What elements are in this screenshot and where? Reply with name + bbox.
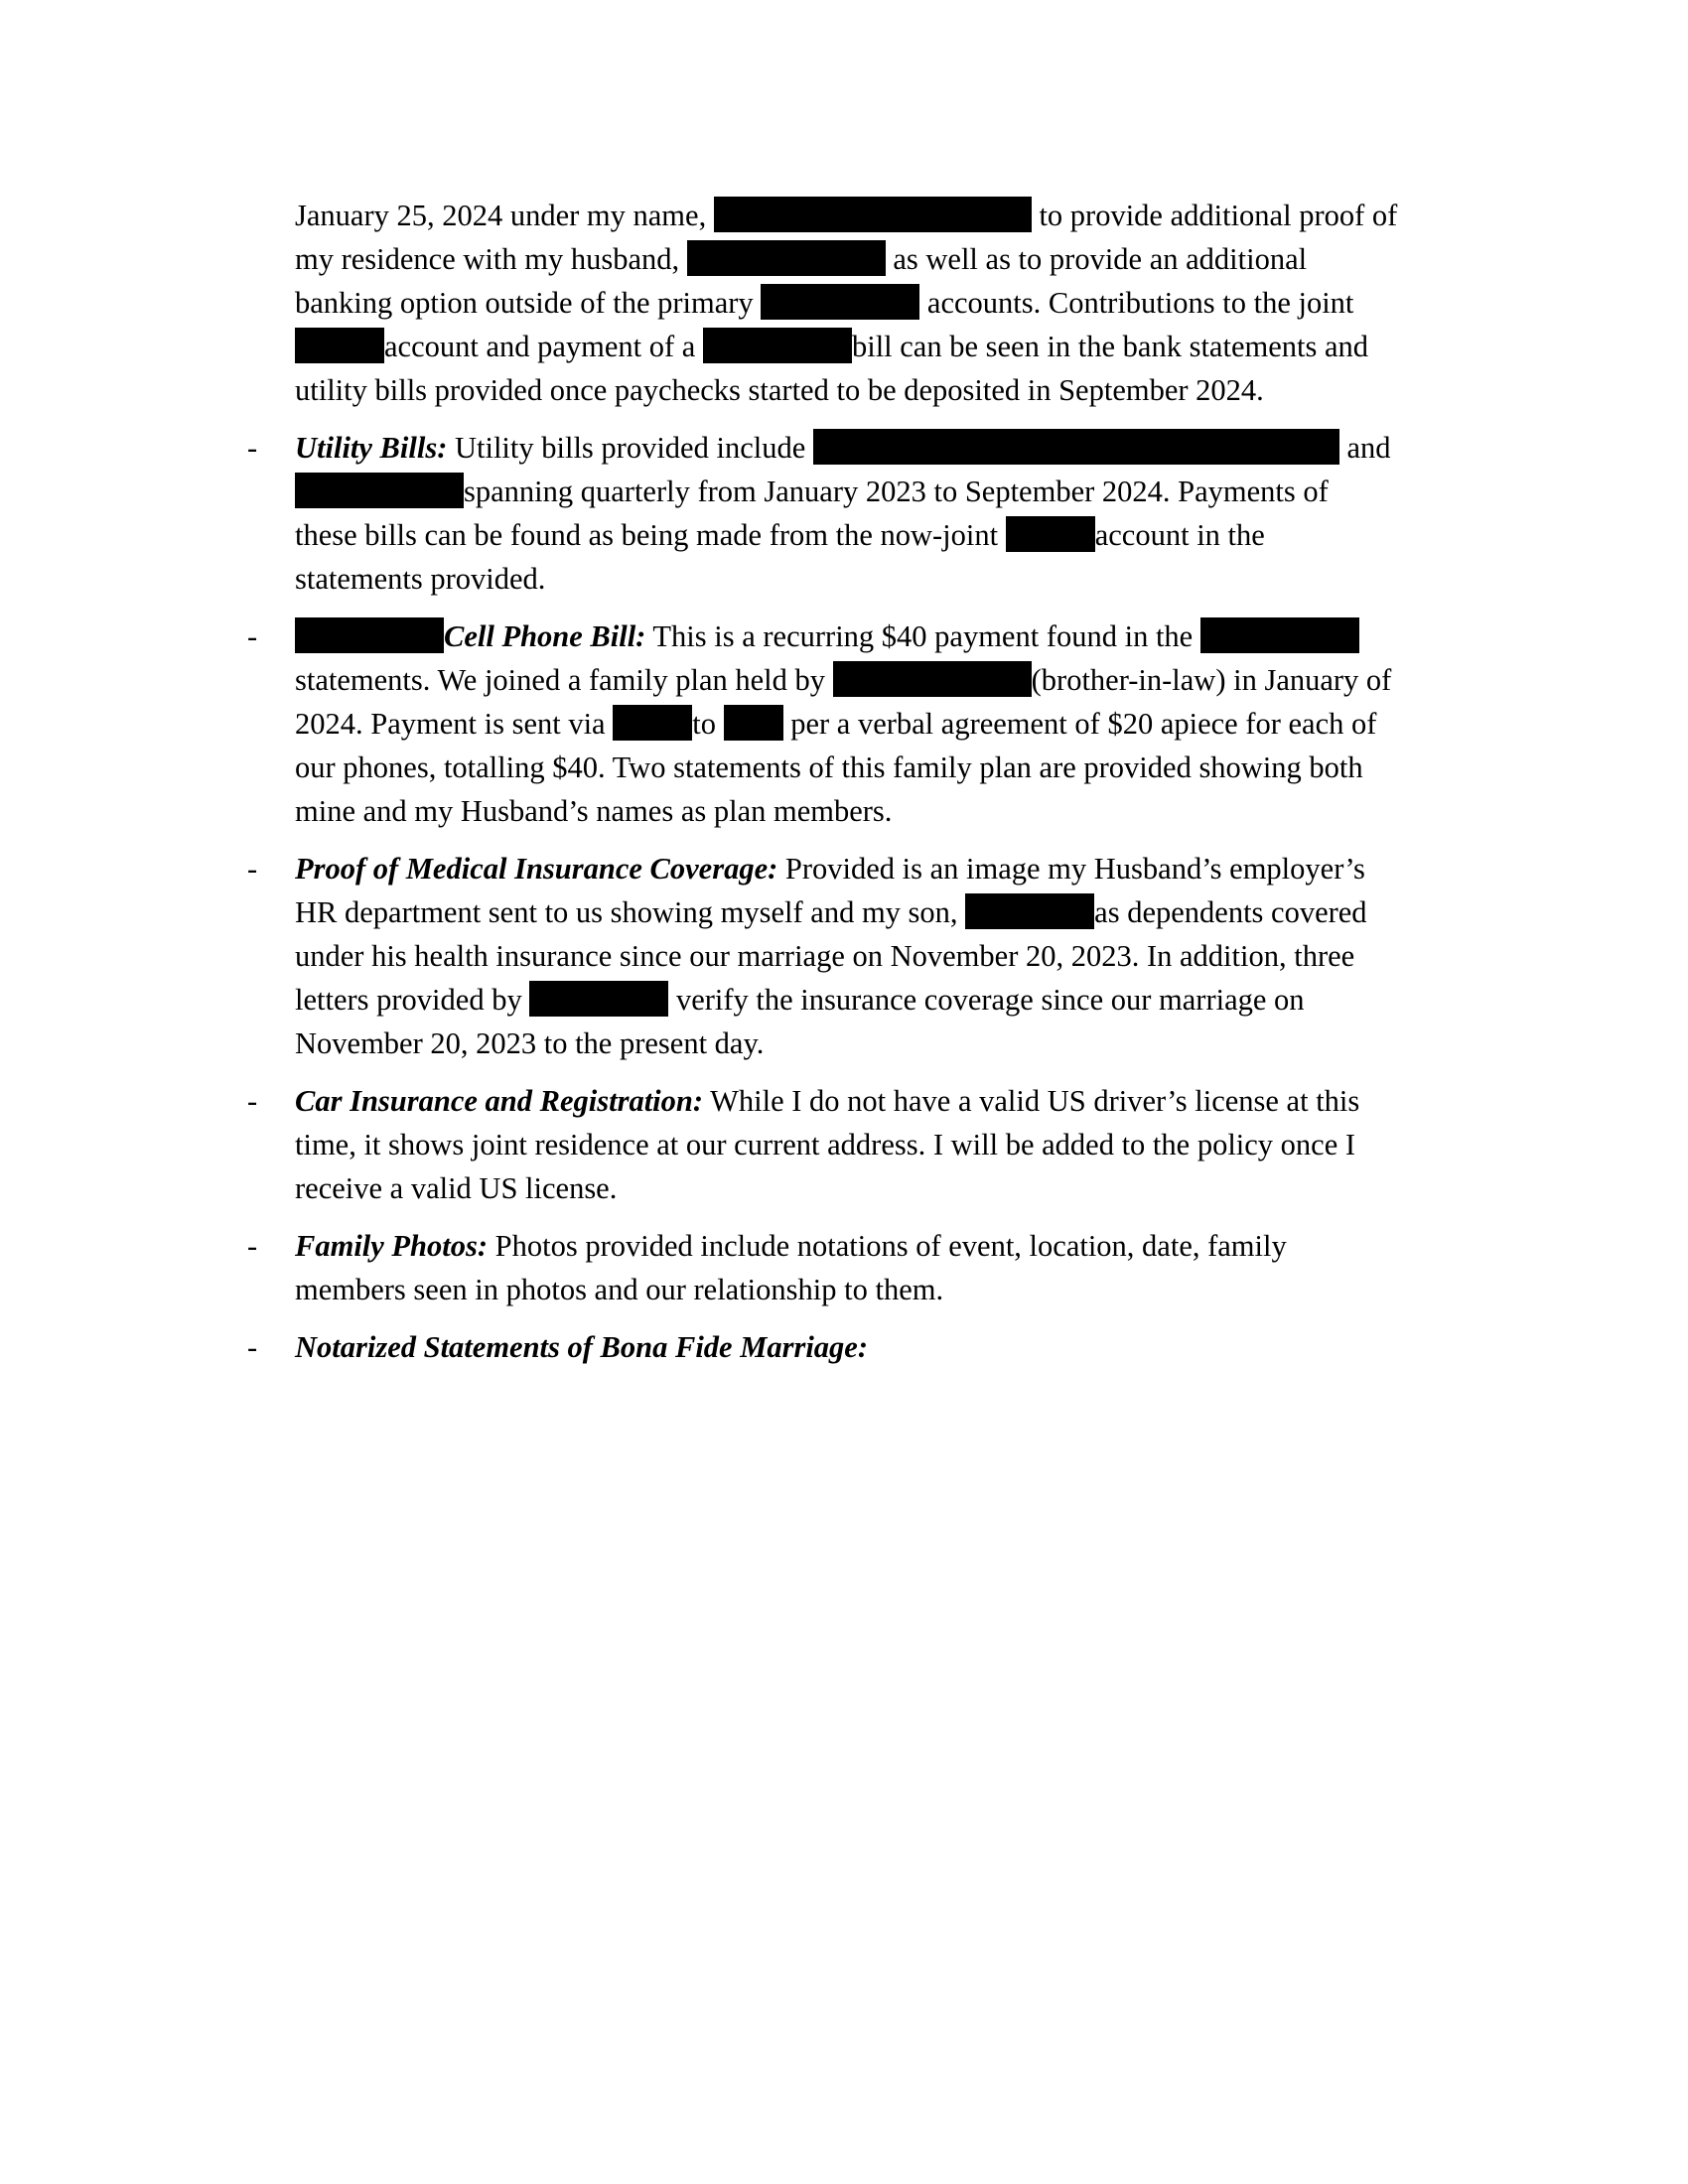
text: 2024. Payment is sent via [295,707,606,741]
text-line [295,281,1486,325]
text-line [295,194,1486,237]
text: While I do not have a valid US driver’s license at this [710,1084,1360,1118]
text: to provide additional proof of [1039,199,1398,232]
text: account in the [1094,518,1265,552]
redaction-box [1006,516,1095,552]
medical-insurance-item [247,847,1486,1065]
redaction-box [295,473,464,508]
redaction-box [761,284,919,320]
text: to [692,707,716,741]
notarized-statements-item [247,1325,1486,1369]
text-line [295,890,1486,934]
redaction-box [687,240,886,276]
text: my residence with my husband, [295,242,680,276]
text: Utility bills provided include [454,431,806,465]
cell-phone-bill-item [247,614,1486,833]
item-heading: Utility Bills: [295,431,448,465]
list-dash: - [247,1229,258,1263]
text: as well as to provide an additional [893,242,1308,276]
redaction-box [813,429,1339,465]
text-line [295,1224,1486,1268]
text-line: statements provided. [295,562,546,596]
text: and [1346,431,1391,465]
text-line [295,513,1486,557]
text-line [295,426,1486,470]
text-line: utility bills provided once paychecks started to be deposited in September 2024. [295,373,1264,407]
text-line: mine and my Husband’s names as plan members. [295,794,893,828]
text-line [295,702,1486,746]
text-line: time, it shows joint residence at our current address. I will be added to the policy once I [295,1128,1356,1161]
text: statements. We joined a family plan held by [295,663,825,697]
family-photos-item [247,1224,1486,1311]
text: verify the insurance coverage since our marriage on [675,983,1305,1017]
text: letters provided by [295,983,522,1017]
text-line [295,614,1486,658]
text-line [295,470,1486,513]
redaction-box [1200,617,1359,653]
utility-bills-item [247,426,1486,601]
document-body [247,194,1486,1383]
text-line [295,1079,1486,1123]
item-heading: Notarized Statements of Bona Fide Marriage: [295,1330,868,1364]
text: (brother-in-law) in January of [1031,663,1392,697]
redaction-box [529,981,668,1017]
list-dash: - [247,1330,258,1364]
text: This is a recurring $40 payment found in the [652,619,1194,653]
text-line [295,658,1486,702]
text-line: November 20, 2023 to the present day. [295,1026,765,1060]
text-line [295,978,1486,1022]
list-dash: - [247,619,258,653]
text: spanning quarterly from January 2023 to September 2024. Payments of [464,475,1329,508]
text: account and payment of a [384,330,696,363]
redaction-box [703,328,852,363]
text: Provided is an image my Husband’s employer’s [784,852,1365,886]
text: per a verbal agreement of $20 apiece for each of [790,707,1377,741]
text-line [295,847,1486,890]
text: bill can be seen in the bank statements and [851,330,1369,363]
text-line: under his health insurance since our marriage on November 20, 2023. In addition, three [295,939,1355,973]
text-line: our phones, totalling $40. Two statements of this family plan are provided showing both [295,751,1363,784]
text: January 25, 2024 under my name, [295,199,707,232]
redaction-box [833,661,1032,697]
redaction-box [965,893,1094,929]
text: as dependents covered [1094,895,1367,929]
item-heading: Proof of Medical Insurance Coverage: [295,852,778,886]
text-line: receive a valid US license. [295,1171,618,1205]
list-dash: - [247,852,258,886]
redaction-box [714,197,1032,232]
text-line: members seen in photos and our relationship to them. [295,1273,944,1306]
text: HR department sent to us showing myself and my son, [295,895,958,929]
redaction-box [295,328,384,363]
item-heading: Family Photos: [295,1229,489,1263]
car-insurance-item [247,1079,1486,1210]
list-dash: - [247,1084,258,1118]
list-dash: - [247,431,258,465]
text: banking option outside of the primary [295,286,754,320]
text: Photos provided include notations of event, location, date, family [494,1229,1287,1263]
text-line [295,1325,1486,1369]
text-line [295,237,1486,281]
text-line [295,325,1486,368]
redaction-box [613,705,692,741]
bank-account-paragraph [295,194,1486,412]
text: these bills can be found as being made from the now-joint [295,518,999,552]
redaction-box [295,617,444,653]
item-heading: Cell Phone Bill: [444,619,646,653]
redaction-box [724,705,783,741]
text: accounts. Contributions to the joint [926,286,1354,320]
item-heading: Car Insurance and Registration: [295,1084,704,1118]
